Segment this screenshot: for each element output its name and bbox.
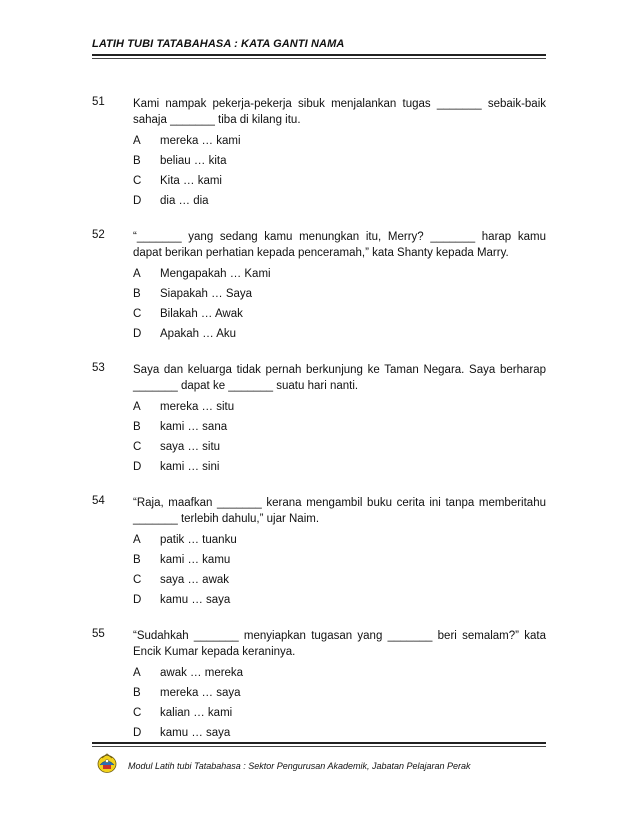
answer-option	[133, 268, 546, 288]
question-text: Saya dan keluarga tidak pernah berkunjung ke Taman Negara. Saya berharap _______ dapat ke _______ suatu hari nanti.	[133, 364, 546, 392]
answer-options	[133, 534, 546, 614]
option-text: Mengapakah … Kami	[160, 268, 271, 280]
state-crest-icon	[96, 752, 118, 774]
header-divider	[92, 54, 546, 56]
question-text: “_______ yang sedang kamu menungkan itu, Merry? _______ harap kamu dapat berikan perhatian kepada penceramah,” kata Shanty kepada Marry.	[133, 231, 546, 259]
option-letter: B	[133, 421, 141, 433]
answer-option	[133, 441, 546, 461]
option-text: awak … mereka	[160, 667, 244, 679]
header-divider-thin	[92, 58, 546, 59]
footer-divider-thin	[92, 746, 546, 747]
answer-option	[133, 308, 546, 328]
option-text: kamu … saya	[160, 727, 231, 739]
option-text: kamu … saya	[160, 594, 231, 606]
option-letter: B	[133, 288, 141, 300]
answer-option	[133, 534, 546, 554]
question-text: “Sudahkah _______ menyiapkan tugasan yang _______ beri semalam?” kata Encik Kumar kepada keraninya.	[133, 630, 546, 658]
answer-options	[133, 268, 546, 348]
question-item	[92, 96, 546, 215]
option-letter: B	[133, 554, 141, 566]
option-letter: A	[133, 667, 141, 679]
option-text: mereka … saya	[160, 687, 241, 699]
answer-option	[133, 574, 546, 594]
option-letter: A	[133, 401, 141, 413]
option-letter: D	[133, 461, 142, 473]
option-text: saya … situ	[160, 441, 221, 453]
answer-option	[133, 461, 546, 481]
question-list	[92, 96, 546, 761]
option-text: patik … tuanku	[160, 534, 237, 546]
option-text: Siapakah … Saya	[160, 288, 253, 300]
answer-options	[133, 401, 546, 481]
option-text: kami … sini	[160, 461, 220, 473]
answer-option	[133, 328, 546, 348]
option-letter: D	[133, 328, 142, 340]
answer-option	[133, 401, 546, 421]
question-text: Kami nampak pekerja-pekerja sibuk menjalankan tugas _______ sebaik-baik sahaja _______ tiba di kilang itu.	[133, 98, 546, 126]
answer-option	[133, 135, 546, 155]
option-text: kami … kamu	[160, 554, 231, 566]
option-text: Kita … kami	[160, 175, 222, 187]
option-text: dia … dia	[160, 195, 209, 207]
question-item	[92, 628, 546, 747]
answer-option	[133, 175, 546, 195]
answer-option	[133, 727, 546, 747]
option-text: Bilakah … Awak	[160, 308, 243, 320]
answer-option	[133, 707, 546, 727]
page-footer-text: Modul Latih tubi Tatabahasa : Sektor Pengurusan Akademik, Jabatan Pelajaran Perak	[128, 761, 471, 771]
option-letter: D	[133, 594, 142, 606]
question-number: 51	[92, 96, 105, 108]
option-letter: A	[133, 534, 141, 546]
option-letter: B	[133, 687, 141, 699]
question-number: 52	[92, 229, 105, 241]
answer-option	[133, 155, 546, 175]
answer-option	[133, 421, 546, 441]
option-letter: A	[133, 135, 141, 147]
answer-option	[133, 195, 546, 215]
question-number: 54	[92, 495, 105, 507]
option-text: kami … sana	[160, 421, 228, 433]
option-letter: C	[133, 308, 142, 320]
option-letter: D	[133, 727, 142, 739]
question-number: 55	[92, 628, 105, 640]
question-item	[92, 495, 546, 614]
answer-options	[133, 667, 546, 747]
option-text: Apakah … Aku	[160, 328, 237, 340]
answer-option	[133, 554, 546, 574]
answer-option	[133, 288, 546, 308]
option-text: saya … awak	[160, 574, 230, 586]
option-text: kalian … kami	[160, 707, 233, 719]
question-number: 53	[92, 362, 105, 374]
option-letter: A	[133, 268, 141, 280]
question-item	[92, 362, 546, 481]
option-text: mereka … situ	[160, 401, 235, 413]
question-text: “Raja, maafkan _______ kerana mengambil buku cerita ini tanpa memberitahu _______ terlebih dahulu,” ujar Naim.	[133, 497, 546, 525]
page-header-title: LATIH TUBI TATABAHASA : KATA GANTI NAMA	[92, 38, 345, 50]
option-letter: C	[133, 175, 142, 187]
option-letter: D	[133, 195, 142, 207]
question-item	[92, 229, 546, 348]
option-letter: C	[133, 574, 142, 586]
option-letter: C	[133, 707, 142, 719]
option-letter: C	[133, 441, 142, 453]
option-text: mereka … kami	[160, 135, 241, 147]
answer-option	[133, 594, 546, 614]
option-letter: B	[133, 155, 141, 167]
option-text: beliau … kita	[160, 155, 227, 167]
answer-option	[133, 687, 546, 707]
answer-options	[133, 135, 546, 215]
answer-option	[133, 667, 546, 687]
footer-divider	[92, 742, 546, 744]
